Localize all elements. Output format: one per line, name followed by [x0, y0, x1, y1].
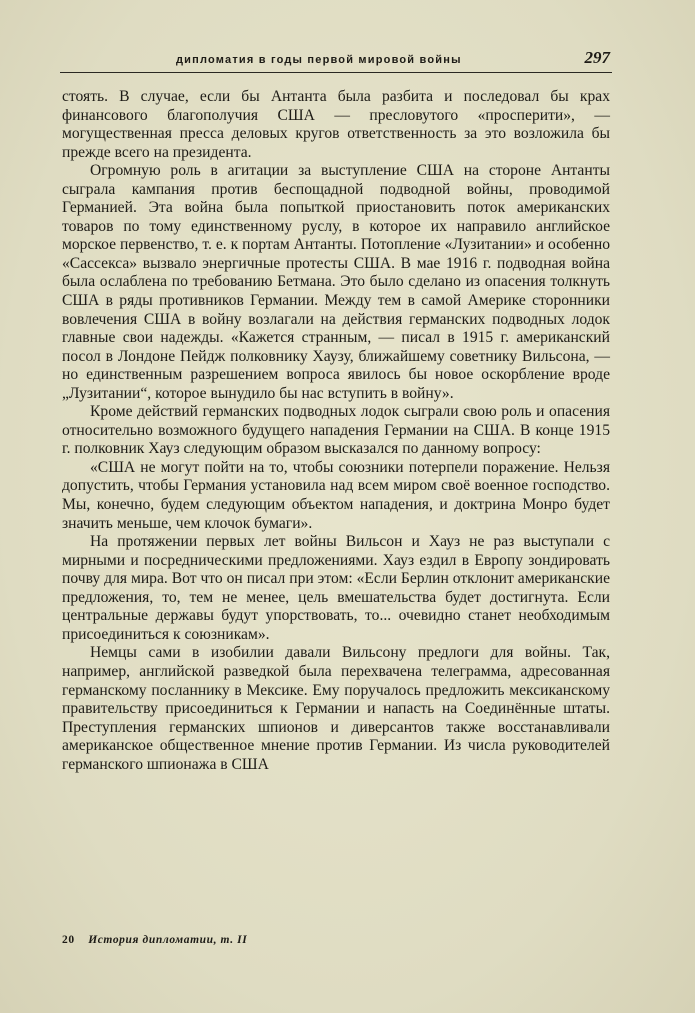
page-footer — [62, 934, 247, 946]
signature-mark: 20 — [62, 934, 75, 946]
paragraph: стоять. В случае, если бы Антанта была разбита и последовал бы крах финансового благополучия США — пресловутого «просперити», — могущественная пресса деловых кругов ответственность за это возложила бы прежде всего на президента. — [62, 88, 610, 161]
page-number: 297 — [584, 48, 610, 67]
paragraph: Немцы сами в изобилии давали Вильсону предлоги для войны. Так, например, английской разведкой была перехвачена телеграмма, адресованная германскому посланнику в Мексике. Ему поручалось предложить мексиканскому правительству присоединиться к Германии и напасть на Соединённые штаты. Преступления германских шпионов и диверсантов также восстанавливали американское общественное мнение против Германии. Из числа руководителей германского шпионажа в США — [62, 644, 610, 773]
page-header — [60, 50, 612, 73]
paragraph: Огромную роль в агитации за выступление США на стороне Антанты сыграла кампания против беспощадной подводной войны, проводимой Германией. Эта война была попыткой приостановить поток американских товаров по тому единственному руслу, в которое их направило английское морское первенство, т. е. к портам Антанты. Потопление «Лузитании» и особенно «Сассекса» вызвало энергичные протесты США. В мае 1916 г. подводная война была ослаблена по требованию Бетмана. Это было сделано из опасения толкнуть США в ряды противников Германии. Между тем в самой Америке сторонники вовлечения США в войну возлагали на действия германских подводных лодок главные свои надежды. «Кажется странным, — писал в 1915 г. американский посол в Лондоне Пейдж полковнику Хаузу, ближайшему советнику Вильсона, — но единственным разрешением вопроса явилось бы новое оскорбление вроде „Лузитании“, которое вынудило бы нас вступить в войну». — [62, 162, 610, 402]
quotation-paragraph: «США не могут пойти на то, чтобы союзники потерпели поражение. Нельзя допустить, чтобы Германия установила над всем миром своё военное господство. Мы, конечно, будем следующим объектом нападения, и доктрина Монро будет значить меньше, чем клочок бумаги». — [62, 458, 610, 532]
body-text — [62, 88, 610, 774]
paragraph: На протяжении первых лет войны Вильсон и Хауз не раз выступали с мирными и посредническими предложениями. Хауз ездил в Европу зондировать почву для мира. Вот что он писал при этом: «Если Берлин отклонит американские предложения, то, тем не менее, цель вмешательства будет достигнута. Если центральные державы будут упорствовать, то... очевидно станет необходимым присоединиться к союзникам». — [62, 533, 610, 643]
paragraph: Кроме действий германских подводных лодок сыграли свою роль и опасения относительно возможного будущего нападения Германии на США. В конце 1915 г. полковник Хауз следующим образом высказался по данному вопросу: — [62, 403, 610, 458]
footer-title: История дипломатии, т. II — [88, 934, 248, 946]
running-head: дипломатия в годы первой мировой войны — [176, 54, 462, 66]
